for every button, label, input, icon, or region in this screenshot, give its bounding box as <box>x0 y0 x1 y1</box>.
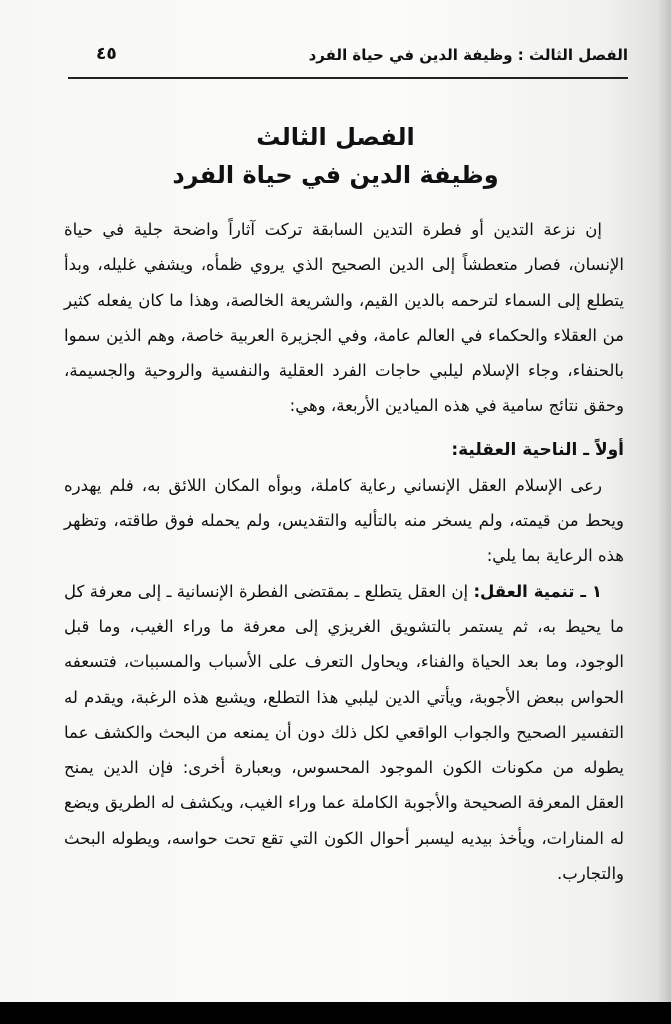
item-text: إن العقل يتطلع ـ بمقتضى الفطرة الإنسانية ـ إلى معرفة كل ما يحيط به، ثم يستمر بالتشويق الغريزي إلى معرفة ما وراء الغيب، وما قبل الوجود، وما بعد الحياة والفناء، ويحاول التعرف على الأسباب والمسببات، فتسعفه الحواس ببعض الأجوبة، ويأتي الدين ليلبي هذا التطلع، ويشبع هذه الرغبة، ويقدم له التفسير الصحيح والجواب الواقعي لكل ذلك دون أن يمنعه من البحث والكشف عما يطوله من مكونات الكون الموجود المحسوس، وبعبارة أخرى: فإن الدين يمنح العقل المعرفة الصحيحة والأجوبة الكاملة عما وراء الغيب، ويكشف له الطريق ويضع له المنارات، ويأخذ بيديه ليسبر أحوال الكون التي تقع تحت حواسه، ويطوله البحث والتجارب. <box>64 581 624 884</box>
chapter-label: الفصل الثالث <box>256 123 415 151</box>
header-rule <box>68 77 628 79</box>
section-heading: أولاً ـ الناحية العقلية: <box>451 439 624 460</box>
item-paragraph <box>64 574 624 892</box>
scan-bottom-border <box>0 1002 671 1024</box>
running-head: الفصل الثالث : وظيفة الدين في حياة الفرد <box>308 46 628 64</box>
section-paragraph: رعى الإسلام العقل الإنساني رعاية كاملة، وبوأه المكان اللائق به، فلم يهدره ويحط من قيمته، ولم يسخر منه بالتأليه والتقديس، ولم يحمله فوق طاقته، وتظهر هذه الرعاية بما يلي: <box>64 475 624 566</box>
page-number: ٤٥ <box>96 44 117 64</box>
item-label: ١ ـ تنمية العقل: <box>473 581 602 601</box>
page-header <box>68 42 628 72</box>
intro-paragraph: إن نزعة التدين أو فطرة التدين السابقة تركت آثاراً واضحة جلية في حياة الإنسان، فصار متعطشاً إلى الدين الصحيح الذي يروي ظمأه، ويشفي غليله، وبدأ يتطلع إلى السماء لترحمه بالدين القيم، والشريعة الخالصة، وهذا ما كان يفعله كثير من العقلاء والحكماء في العالم عامة، وفي الجزيرة العربية خاصة، وهم الذين سموا بالحنفاء، وجاء الإسلام ليلبي حاجات الفرد العقلية والنفسية والروحية والجسيمة، وحقق نتائج سامية في هذه الميادين الأربعة، وهي: <box>64 220 624 416</box>
chapter-title: وظيفة الدين في حياة الفرد <box>172 161 499 189</box>
chapter-titles <box>0 118 671 194</box>
page-edge-shadow <box>657 0 671 1002</box>
body-text <box>64 212 624 891</box>
